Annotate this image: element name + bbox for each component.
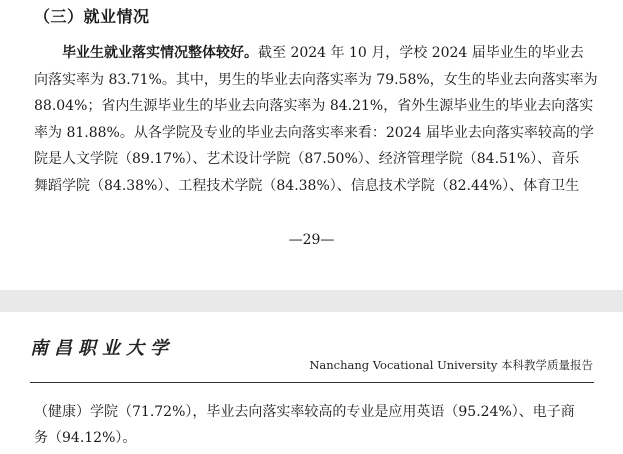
paragraph-line-5: 院是人文学院（89.17%）、艺术设计学院（87.50%）、经济管理学院（84.51%）、音乐 [34, 151, 580, 167]
continuation-line-1: （健康）学院（71.72%），毕业去向落实率较高的专业是应用英语（95.24%）、电子商 [34, 404, 575, 420]
paragraph-line-4: 率为 81.88%。从各学院及专业的毕业去向落实率来看：2024 届毕业去向落实率较高的学 [34, 124, 594, 141]
paragraph-line-1 [34, 40, 600, 67]
page-number: —29— [288, 232, 335, 248]
paragraph-line-3: 88.04%；省内生源毕业生的毕业去向落实率为 84.21%，省外生源毕业生的毕业去向落实 [34, 98, 594, 114]
university-logo: 南昌职业大学 [30, 338, 174, 359]
report-header-title: Nanchang Vocational University 本科教学质量报告 [309, 358, 593, 372]
paragraph-line-2: 向落实率为 83.71%。其中，男生的毕业去向落实率为 79.58%，女生的毕业去向落实率为 [34, 71, 598, 88]
document-page-bottom [0, 312, 623, 454]
continuation-paragraph [34, 399, 600, 451]
header-divider [30, 382, 594, 383]
paragraph-line-1-rest: 截至 2024 年 10 月，学校 2024 届毕业生的毕业去 [258, 45, 584, 61]
employment-paragraph [34, 40, 600, 199]
section-heading: （三）就业情况 [34, 7, 150, 26]
paragraph-lead-bold: 毕业生就业落实情况整体较好。 [62, 45, 258, 61]
page-separator [0, 290, 623, 312]
paragraph-line-6: 舞蹈学院（84.38%）、工程技术学院（84.38%）、信息技术学院（82.44%）、体育卫生 [34, 177, 580, 194]
continuation-line-2: 务（94.12%）。 [34, 430, 137, 446]
